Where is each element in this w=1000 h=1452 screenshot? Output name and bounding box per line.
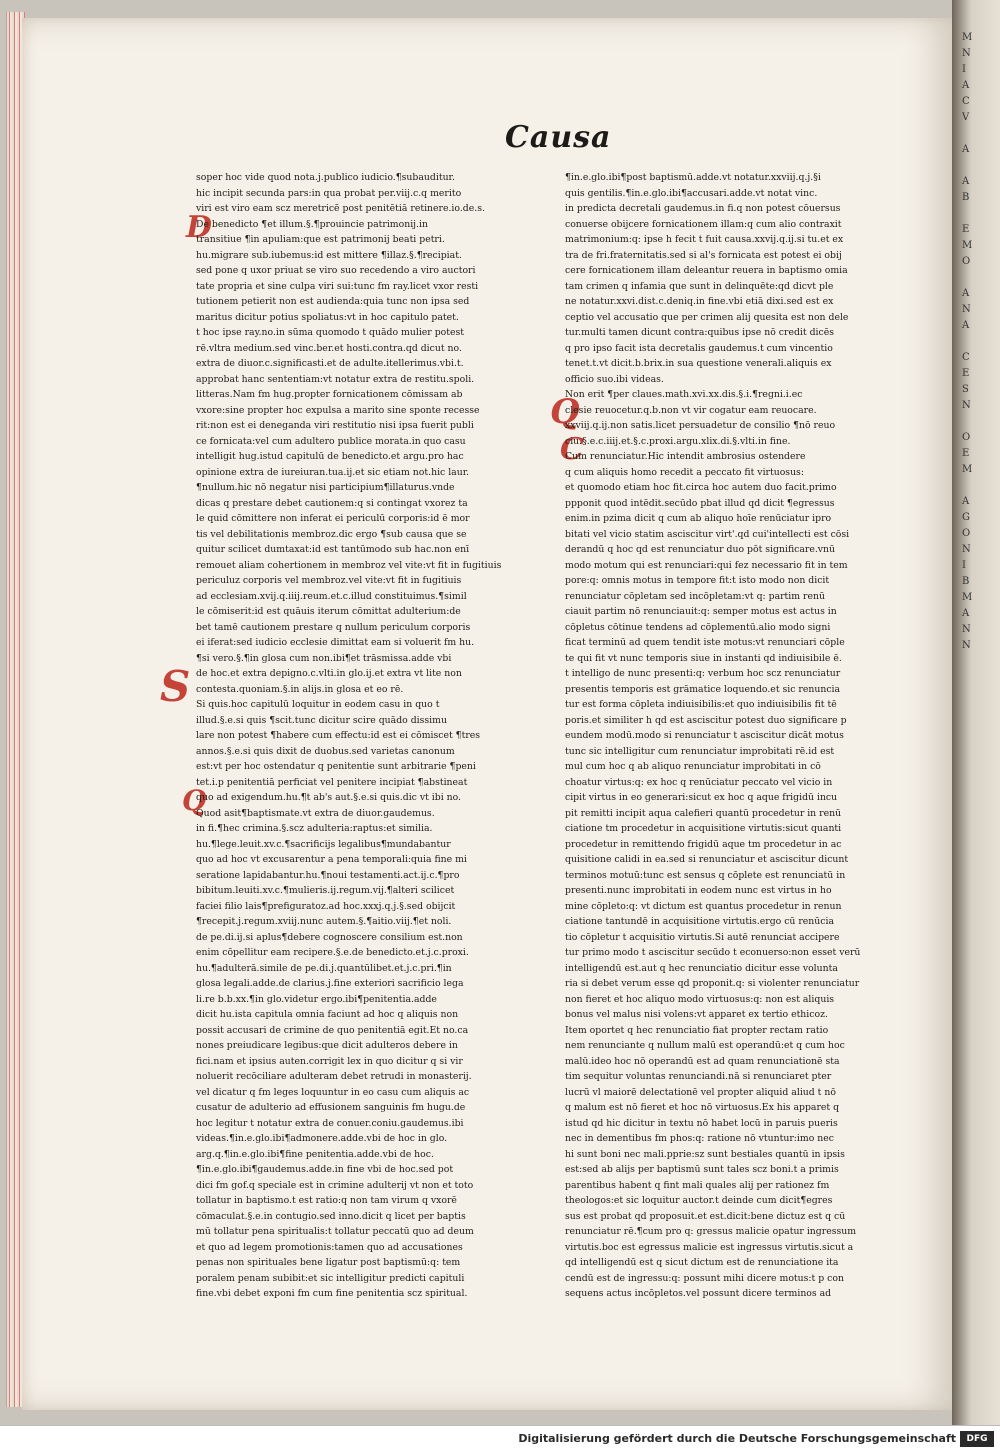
text-line: hu.¶adulterā.simile de pe.di.j.quantūlibet.et.j.c.pri.¶in	[196, 962, 452, 974]
text-line: modo motum qui est renunciari:qui fez necessario fit in tem	[565, 559, 848, 571]
text-line: tet.i.p penitentiā perficiat vel penitere incipiat ¶abstineat	[196, 776, 468, 788]
text-line: bet tamē cautionem prestare q nullum periculum corporis	[196, 621, 471, 633]
text-line: t hoc ipse ray.no.in sūma quomodo t quādo mulier potest	[196, 327, 464, 338]
text-line: ¶nullum.hic nō negatur nisi participium¶illaturus.vnde	[196, 482, 455, 493]
text-line: vxore:sine propter hoc expulsa a marito sine sponte recesse	[196, 404, 480, 416]
text-line: terminos motuū:tunc est sensus q cōplete est renunciatū in	[565, 869, 846, 881]
text-line: et quo ad legem promotionis:tamen quo ad accusationes	[196, 1241, 463, 1253]
text-line: soper hoc vide quod nota.j.publico iudicio.¶subauditur.	[196, 172, 455, 183]
text-line: videas.¶in.e.glo.ibi¶admonere.adde.vbi de hoc in glo.	[196, 1133, 448, 1144]
text-line: le cōmiserit:id est quāuis iterum cōmittat adulterium:de	[196, 606, 461, 617]
text-line: officio suo.ibi videas.	[565, 373, 664, 385]
rubricated-initial-q: Q	[182, 784, 207, 817]
text-line: ¶in.e.glo.ibi¶post baptismū.adde.vt notatur.xxviij.q.j.§i	[565, 172, 821, 183]
text-line: cendū est de ingressu:q: possunt mihi dicere motus:t p con	[565, 1272, 844, 1284]
text-line: hu.¶lege.leuit.xv.c.¶sacrificijs legalibus¶mundabantur	[196, 838, 451, 850]
text-line: tim sequitur voluntas renunciandi.nā si renunciaret pter	[565, 1071, 832, 1082]
text-line: ad ecclesiam.xvij.q.iiij.reum.et.c.illud constituimus.¶simil	[196, 590, 467, 602]
text-line: est:vt per hoc ostendatur q penitentie sunt arbitrarie ¶peni	[196, 761, 476, 772]
text-line: illud.§.e.si quis ¶scit.tunc dicitur scire quādo dissimu	[196, 714, 447, 726]
left-text-column	[196, 170, 528, 1302]
text-line: procedetur in remittendo frigidū aque tm procedetur in ac	[565, 838, 842, 850]
text-line: enim cōpellitur eam recipere.§.e.de benedicto.et.j.c.proxi.	[196, 947, 469, 958]
text-line: quo ad exigendum.hu.¶t ab's aut.§.e.si quis.dic vt ibi no.	[196, 792, 462, 803]
text-line: dicit hu.ista capitula omnia faciunt ad hoc q aliquis non	[196, 1009, 459, 1020]
text-line: pit remitti incipit aqua calefieri quantū procedetur in renū	[565, 807, 842, 819]
text-line: te qui fit vt nunc temporis siue in instanti qd indiuisibile ē.	[565, 652, 842, 664]
text-line: glosa legali.adde.de clarius.j.fine exteriori sacrificio lega	[196, 978, 464, 989]
funding-credit: Digitalisierung gefördert durch die Deutsche Forschungsgemeinschaft	[518, 1432, 956, 1445]
text-line: conuerse obijcere fornicationem illam:q cum alio contraxit	[565, 218, 842, 230]
text-line: quisitione calidi in ea.sed si renunciatur et asciscitur dicunt	[565, 854, 849, 865]
text-line: istud qd hic dicitur in textu nō habet locū in paruis pueris	[565, 1117, 838, 1129]
text-line: li.re b.b.xx.¶in glo.videtur ergo.ibi¶penitentia.adde	[196, 993, 437, 1005]
text-line: vel dicatur q fm leges loquuntur in eo casu cum aliquis ac	[196, 1086, 470, 1098]
text-line: ¶recepit.j.regum.xviij.nunc autem.§.¶aitio.viij.¶et noli.	[196, 916, 452, 927]
text-line: choatur virtus:q: ex hoc q renūciatur peccato vel vicio in	[565, 776, 833, 788]
text-line: lare non potest ¶habere cum effectu:id est ei cōmiscet ¶tres	[196, 730, 481, 741]
text-line: remouet aliam cohertionem in membroz vel vite:vt fit in fugitiuis	[196, 559, 502, 571]
text-line: viri est viro eam scz meretricē post penitētiā retinere.io.de.s.	[196, 203, 485, 214]
text-line: quis gentilis.¶in.e.glo.ibi¶accusari.adde.vt notat vinc.	[565, 187, 818, 199]
text-line: t intelligo de nunc presenti:q: verbum hoc scz renunciatur	[565, 668, 841, 679]
text-line: lucrū vl maiorē delectationē vel propter aliquid aliud t nō	[565, 1086, 836, 1098]
text-line: rit:non est ei deneganda viri restitutio nisi ipsa fuerit publi	[196, 420, 474, 431]
text-line: possit accusari de crimine de quo penitentiā egit.Et no.ca	[196, 1024, 469, 1036]
text-line: q cum aliquis homo recedit a peccato fit virtuosus:	[565, 466, 804, 478]
text-line: ciatione tantundē in acquisitione virtutis.ergo cū renūcia	[565, 916, 835, 927]
text-line: Cum renunciatur.Hic intendit ambrosius ostendere	[565, 451, 806, 462]
text-line: presenti.nunc improbitati in eodem nunc est virtus in ho	[565, 885, 832, 896]
text-line: enim.in pzima dicit q cum ab aliquo hoīe renūciatur ipro	[565, 513, 832, 524]
text-line: sequens actus incōpletos.vel possunt dicere terminos ad	[565, 1288, 832, 1299]
text-line: q pro ipso facit ista decretalis gaudemus.t cum vincentio	[565, 342, 833, 354]
text-line: periculuz corporis vel membroz.vel vite:vt fit in fugitiuis	[196, 575, 462, 586]
right-text-column	[565, 170, 897, 1302]
text-line: dici fm gof.q speciale est in crimine adulterij vt non et toto	[196, 1179, 474, 1191]
text-line: bonus vel malus nisi volens:vt apparet ex tertio ethicoz.	[565, 1009, 828, 1020]
text-line: eundem modū.modo si renunciatur t asciscitur dicāt motus	[565, 730, 844, 741]
text-line: hoc legitur t notatur extra de conuer.coniu.gaudemus.ibi	[196, 1117, 464, 1129]
text-line: litteras.Nam fm hug.propter fornicationem cōmissam ab	[196, 389, 463, 400]
text-line: tam crimen q infamia que sunt in delinquēte:qd dicvt ple	[565, 280, 834, 292]
text-line: renunciatur rē.¶cum pro q: gressus malicie opatur ingressum	[565, 1226, 857, 1237]
text-line: ficat terminū ad quem tendit iste motus:vt renunciari cōple	[565, 637, 845, 648]
text-line: cōmaculat.§.e.in contugio.sed inno.dicit q licet per baptis	[196, 1210, 466, 1222]
text-line: sus est probat qd proposuit.et est.dicit:bene dictuz est q cū	[565, 1210, 846, 1222]
text-line: de pe.di.ij.si aplus¶debere cognoscere consilium est.non	[196, 931, 463, 943]
text-line: matrimonium:q: ipse h fecit t fuit causa.xxvij.q.ij.si tu.et ex	[565, 234, 844, 245]
text-line: cusatur de adulterio ad effusionem sanguinis fm hugu.de	[196, 1102, 466, 1113]
text-line: bitati vel vicio statim asciscitur virt'.qd cui'intellecti est cōsi	[565, 528, 850, 540]
text-line: ¶si vero.§.¶in glosa cum non.ibi¶et trāsmissa.adde vbi	[196, 652, 452, 664]
text-line: parentibus habent q fint mali quales alij per rationez fm	[565, 1179, 830, 1191]
text-line: approbat hanc sententiam:vt notatur extra de restitu.spoli.	[196, 373, 475, 385]
text-line: De benedicto ¶et illum.§.¶prouincie patrimonij.in	[196, 218, 428, 230]
text-line: hu.migrare sub.iubemus:id est mittere ¶illaz.§.¶recipiat.	[196, 249, 462, 261]
text-line: tra de fri.fraternitatis.sed si al's fornicata est potest ei obij	[565, 249, 842, 261]
text-line: tis vel debilitationis membroz.dic ergo ¶sub causa que se	[196, 528, 467, 540]
text-line: tur primo modo t asciscitur secūdo t econuerso:non esset verū	[565, 947, 861, 958]
text-line: cōpletus cōtinue tendens ad cōplementū.alio modo signi	[565, 621, 831, 633]
text-line: est:sed ab alijs per baptismū sunt tales scz boni.t a primis	[565, 1164, 839, 1175]
rubricated-initial-c-right: C	[560, 432, 584, 467]
text-line: ria si debet verum esse qd proponit.q: si violenter renunciatur	[565, 978, 860, 989]
text-line: contesta.quoniam.§.in alijs.in glosa et eo rē.	[196, 683, 404, 695]
text-line: renunciatur cōpletam sed incōpletam:vt q: partim renū	[565, 590, 825, 602]
text-line: theologos:et sic loquitur auctor.t deinde cum dicit¶egres	[565, 1195, 833, 1206]
text-line: intelligendū est.aut q hec renunciatio dicitur esse volunta	[565, 962, 838, 974]
text-line: cere fornicationem illam deleantur reuera in baptismo omia	[565, 265, 848, 276]
text-line: hi sunt boni nec mali.pprie:sz sunt bestiales quantū in ipsis	[565, 1148, 845, 1160]
text-line: arg.q.¶in.e.glo.ibi¶fine penitentia.adde.vbi de hoc.	[196, 1148, 434, 1160]
text-line: q malum est nō fieret et hoc nō virtuosus.Ex his apparet q	[565, 1102, 840, 1113]
text-line: annos.§.e.si quis dixit de duobus.sed varietas canonum	[196, 745, 455, 757]
text-line: tate propria et sine culpa viri sui:tunc fm ray.licet vxor resti	[196, 280, 479, 292]
text-line: poris.et similiter h qd est asciscitur potest duo significare p	[565, 714, 847, 726]
text-line: poralem penam subibit:et sic intelligitur predicti capituli	[196, 1272, 465, 1284]
rubricated-initial-d: D	[186, 210, 213, 245]
text-line: sed pone q uxor priuat se viro suo recedendo a viro auctori	[196, 265, 476, 276]
text-line: transitiue ¶in apuliam:que est patrimonij beati petri.	[196, 234, 445, 245]
text-line: presentis temporis est grāmatice loquendo.et sic renuncia	[565, 683, 841, 695]
text-line: mū tollatur pena spiritualis:t tollatur peccatū quo ad deum	[196, 1226, 474, 1237]
text-line: nones preiudicare legibus:que dicit adulteros debere in	[196, 1040, 458, 1051]
text-line: dicas q prestare debet cautionem:q si contingat vxorez ta	[196, 497, 468, 509]
text-line: ciauit partim nō renunciauit:q: semper motus est actus in	[565, 606, 837, 617]
text-line: nem renunciante q nullum malū est operandū:et q cum hoc	[565, 1040, 845, 1051]
text-line: malū.ideo hoc nō operandū est ad quam renunciationē sta	[565, 1055, 840, 1067]
text-line: mul cum hoc q ab aliquo renunciatur improbitati in cō	[565, 761, 821, 772]
text-line: Quod asit¶baptismate.vt extra de diuor.gaudemus.	[196, 807, 435, 819]
text-line: quitur scilicet dumtaxat:id est tantūmodo sub hac.non enī	[196, 544, 470, 555]
facing-page-margin-text: M N I A C V A A B E M O A N A C E S N O E M A G O N I B M A N N	[962, 32, 974, 651]
text-line: intelligit hug.istud capitulū de benedicto.et argu.pro hac	[196, 451, 464, 462]
text-line: ppponit quod intēdit.secūdo pbat illud qd dicit ¶egressus	[565, 497, 835, 509]
text-line: nec in dementibus fm phos:q: ratione nō vtuntur:imo nec	[565, 1133, 834, 1144]
text-line: seratione lapidabantur.hu.¶noui testamenti.act.ij.c.¶pro	[196, 869, 460, 881]
text-line: quo ad hoc vt excusarentur a pena temporali:quia fine mi	[196, 854, 467, 865]
text-line: tenet.t.vt dicit.b.brix.in sua questione venerali.aliquis ex	[565, 358, 832, 369]
text-line: ei iferat:sed iudicio ecclesie dimittat eam si voluerit fm hu.	[196, 637, 475, 648]
text-line: Non erit ¶per claues.math.xvi.xx.dis.§.i.¶regni.i.ec	[565, 389, 803, 400]
text-line: in predicta decretali gaudemus.in fi.q non potest cōuersus	[565, 203, 841, 214]
text-line: ceptio vel accusatio que per crimen alij quesita est non dele	[565, 311, 849, 323]
rubricated-initial-q-right: Q	[550, 392, 580, 432]
text-line: ¶in.e.glo.ibi¶gaudemus.adde.in fine vbi de hoc.sed pot	[196, 1164, 454, 1175]
text-line: tio cōpletur t acquisitio virtutis.Si autē renunciat accipere	[565, 931, 840, 943]
text-line: Si quis.hoc capitulū loquitur in eodem casu in quo t	[196, 699, 440, 710]
text-line: tollatur in baptismo.t est ratio:q non tam virum q vxorē	[196, 1195, 457, 1206]
text-line: xxviij.q.ij.non satis.licet persuadetur de consilio ¶nō reuo	[565, 420, 836, 431]
text-line: virtutis.boc est egressus malicie est ingressus virtutis.sicut a	[565, 1241, 854, 1253]
text-line: ne notatur.xxvi.dist.c.deniq.in fine.vbi etiā dixi.sed est ex	[565, 296, 834, 307]
text-line: hic incipit secunda pars:in qua probat per.viij.c.q merito	[196, 187, 462, 199]
text-line: non fieret et hoc aliquo modo virtuosus:q: non est aliquis	[565, 993, 835, 1005]
text-line: ciu.§.e.c.iiij.et.§.c.proxi.argu.xlix.di.§.vlti.in fine.	[565, 435, 791, 447]
text-line: de hoc.et extra depigno.c.vlti.in glo.ij.et extra vt lite non	[196, 668, 462, 679]
text-line: derandū q hoc qd est renunciatur duo pōt significare.vnū	[565, 544, 836, 555]
text-line: clesie reuocetur.q.b.non vt vir cogatur eam reuocare.	[565, 404, 817, 416]
text-line: maritus dicitur potius spoliatus:vt in hoc capitulo patet.	[196, 311, 459, 323]
text-line: pore:q: omnis motus in tempore fit:t isto modo non dicit	[565, 575, 830, 586]
text-line: le quid cōmittere non inferat ei periculū corporis:id ē mor	[196, 513, 470, 524]
text-line: fici.nam et ipsius auten.corrigit lex in quo dicitur q si vir	[196, 1055, 463, 1067]
text-line: tunc sic intelligitur cum renunciatur improbitati rē.id est	[565, 745, 835, 757]
text-line: tur.multi tamen dicunt contra:quibus ipse nō credit dicēs	[565, 327, 834, 338]
text-line: Item oportet q hec renunciatio fiat propter rectam ratio	[565, 1024, 829, 1036]
text-line: qd intelligendū est q sicut dictum est de renunciatione ita	[565, 1257, 839, 1268]
text-line: tutionem petierit non est audienda:quia tunc non ipsa sed	[196, 296, 470, 307]
text-line: cipit virtus in eo generari:sicut ex hoc q aque frigidū incu	[565, 792, 838, 803]
text-line: opinione extra de iureiuran.tua.ij.et sic etiam not.hic laur.	[196, 466, 470, 478]
text-line: ce fornicata:vel cum adultero publice morata.in quo casu	[196, 435, 466, 447]
text-line: et quomodo etiam hoc fit.circa hoc autem duo facit.primo	[565, 482, 837, 493]
text-line: extra de diuor.c.significasti.et de adulte.itellerimus.vbi.t.	[196, 358, 464, 369]
dfg-logo: DFG	[960, 1431, 994, 1447]
text-line: mine cōpleto:q: vt dictum est quantus procedetur in renun	[565, 900, 842, 912]
running-head: Causa	[505, 120, 612, 155]
text-line: noluerit recōciliare adulteram debet retrudi in monasterij.	[196, 1071, 472, 1082]
rubricated-initial-s: S	[160, 662, 191, 711]
text-line: ciatione tm procedetur in acquisitione virtutis:sicut quanti	[565, 823, 842, 834]
text-line: bibitum.leuiti.xv.c.¶mulieris.ij.regum.vij.¶alteri scilicet	[196, 885, 455, 896]
text-line: tur est forma cōpleta indiuisibilis:et quo indiuisibilis fit tē	[565, 699, 837, 710]
footer-bar	[0, 1425, 1000, 1452]
text-line: rē.vltra medium.sed vinc.ber.et hosti.contra.qd dicut no.	[196, 342, 462, 354]
text-line: in fi.¶hec crimina.§.scz adulteria:raptus:et similia.	[196, 823, 433, 834]
text-line: penas non spirituales bene ligatur post baptismū:q: tem	[196, 1257, 461, 1268]
text-line: faciei filio lais¶prefiguratoz.ad hoc.xxxj.q.j.§.sed obijcit	[196, 900, 456, 912]
text-line: fine.vbi debet exponi fm cum fine penitentia scz spiritual.	[196, 1288, 468, 1299]
